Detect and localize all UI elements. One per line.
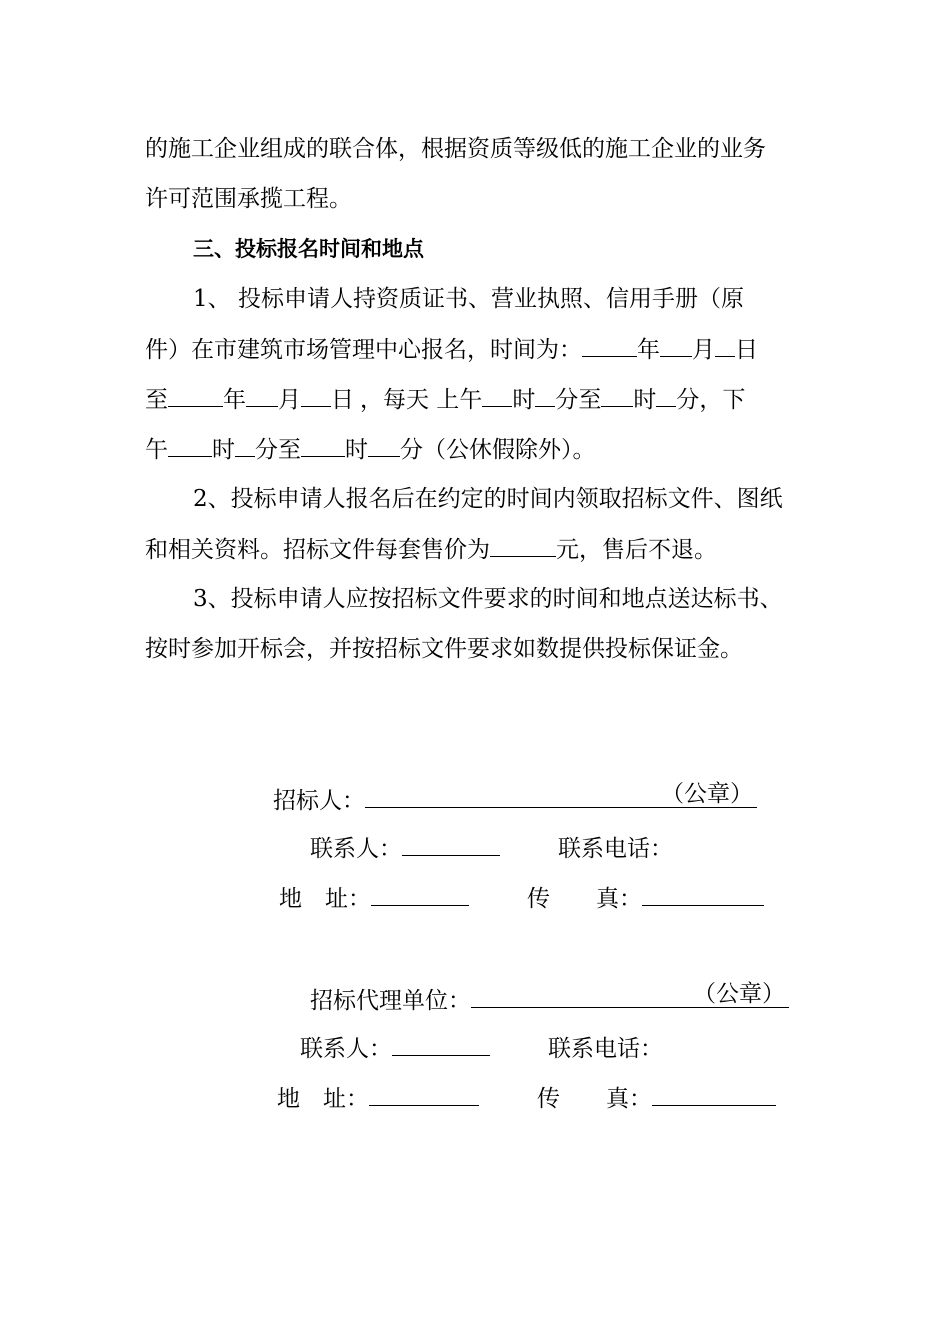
year-label: 年: [223, 387, 246, 413]
item2-line2: [145, 534, 717, 565]
tenderer-label: 招标人：: [273, 788, 365, 814]
day-blank[interactable]: [301, 384, 331, 407]
paragraph-line: 的施工企业组成的联合体，根据资质等级低的施工企业的业务: [145, 136, 766, 162]
agent-label: 招标代理单位：: [310, 988, 471, 1014]
hour-blank[interactable]: [301, 434, 345, 457]
tenderer-row: [273, 783, 757, 816]
tenderer-field[interactable]: [365, 783, 757, 808]
agent-contact-row: [300, 1033, 663, 1064]
price-blank[interactable]: [490, 534, 556, 557]
hour-label: 时: [633, 387, 657, 413]
to-label: 至: [145, 387, 168, 413]
fax-label: 传 真：: [527, 886, 642, 912]
month-label: 月: [278, 387, 301, 413]
address-label: 地 址：: [279, 886, 371, 912]
item2-text-end: 元，售后不退。: [556, 537, 717, 563]
phone-label: 联系电话：: [548, 1036, 663, 1062]
item1-text: 件）在市建筑市场管理中心报名，时间为：: [145, 337, 582, 363]
tenderer-contact-row: [310, 833, 673, 864]
hour-label: 时: [345, 437, 368, 463]
agent-field[interactable]: [471, 983, 789, 1008]
daily-am-label: ，每天 上午: [360, 387, 483, 413]
day-label: 日: [735, 337, 758, 363]
item1-line4: [145, 434, 596, 465]
seal-label: （公章）: [661, 781, 753, 807]
item2-text: 和相关资料。招标文件每套售价为: [145, 537, 490, 563]
hour-blank[interactable]: [482, 384, 512, 407]
minute-to-label: 分至: [555, 387, 602, 413]
contact-label: 联系人：: [310, 836, 402, 862]
paragraph-line: 许可范围承揽工程。: [145, 186, 352, 212]
day-blank[interactable]: [715, 334, 735, 357]
item3-line1: 3、投标申请人应按招标文件要求的时间和地点送达标书、: [193, 586, 783, 612]
fax-field[interactable]: [652, 1083, 776, 1106]
holiday-note: 分（公休假除外）。: [400, 437, 596, 463]
agent-row: [310, 983, 789, 1016]
item2-line1: 2、投标申请人报名后在约定的时间内领取招标文件、图纸: [193, 486, 783, 512]
item1-line2: [145, 334, 758, 365]
year-label: 年: [637, 337, 660, 363]
minute-blank[interactable]: [535, 384, 555, 407]
hour-label: 时: [512, 387, 536, 413]
phone-label: 联系电话：: [558, 836, 673, 862]
minute-blank[interactable]: [368, 434, 400, 457]
minute-blank[interactable]: [235, 434, 255, 457]
item1-line1: 1、 投标申请人持资质证书、营业执照、信用手册（原: [193, 286, 744, 312]
agent-address-row: [277, 1083, 776, 1114]
address-field[interactable]: [369, 1083, 479, 1106]
year-blank[interactable]: [582, 334, 637, 357]
fax-field[interactable]: [642, 883, 764, 906]
tenderer-address-row: [279, 883, 764, 914]
day-label: 日: [331, 387, 354, 413]
hour-blank[interactable]: [168, 434, 212, 457]
month-label: 月: [692, 337, 715, 363]
afternoon-label: 午: [145, 437, 168, 463]
contact-label: 联系人：: [300, 1036, 392, 1062]
item3-line2: 按时参加开标会，并按招标文件要求如数提供投标保证金。: [145, 636, 743, 662]
section-heading: 三、投标报名时间和地点: [193, 237, 424, 261]
pm-sep-label: 分，下: [676, 387, 746, 413]
month-blank[interactable]: [660, 334, 692, 357]
item1-line3: [145, 384, 745, 415]
contact-field[interactable]: [392, 1033, 490, 1056]
minute-blank[interactable]: [656, 384, 676, 407]
address-label: 地 址：: [277, 1086, 369, 1112]
year-blank[interactable]: [168, 384, 223, 407]
hour-label: 时: [212, 437, 235, 463]
address-field[interactable]: [371, 883, 469, 906]
month-blank[interactable]: [246, 384, 278, 407]
seal-label: （公章）: [693, 981, 785, 1007]
contact-field[interactable]: [402, 833, 500, 856]
minute-to-label: 分至: [255, 437, 301, 463]
hour-blank[interactable]: [601, 384, 633, 407]
fax-label: 传 真：: [537, 1086, 652, 1112]
